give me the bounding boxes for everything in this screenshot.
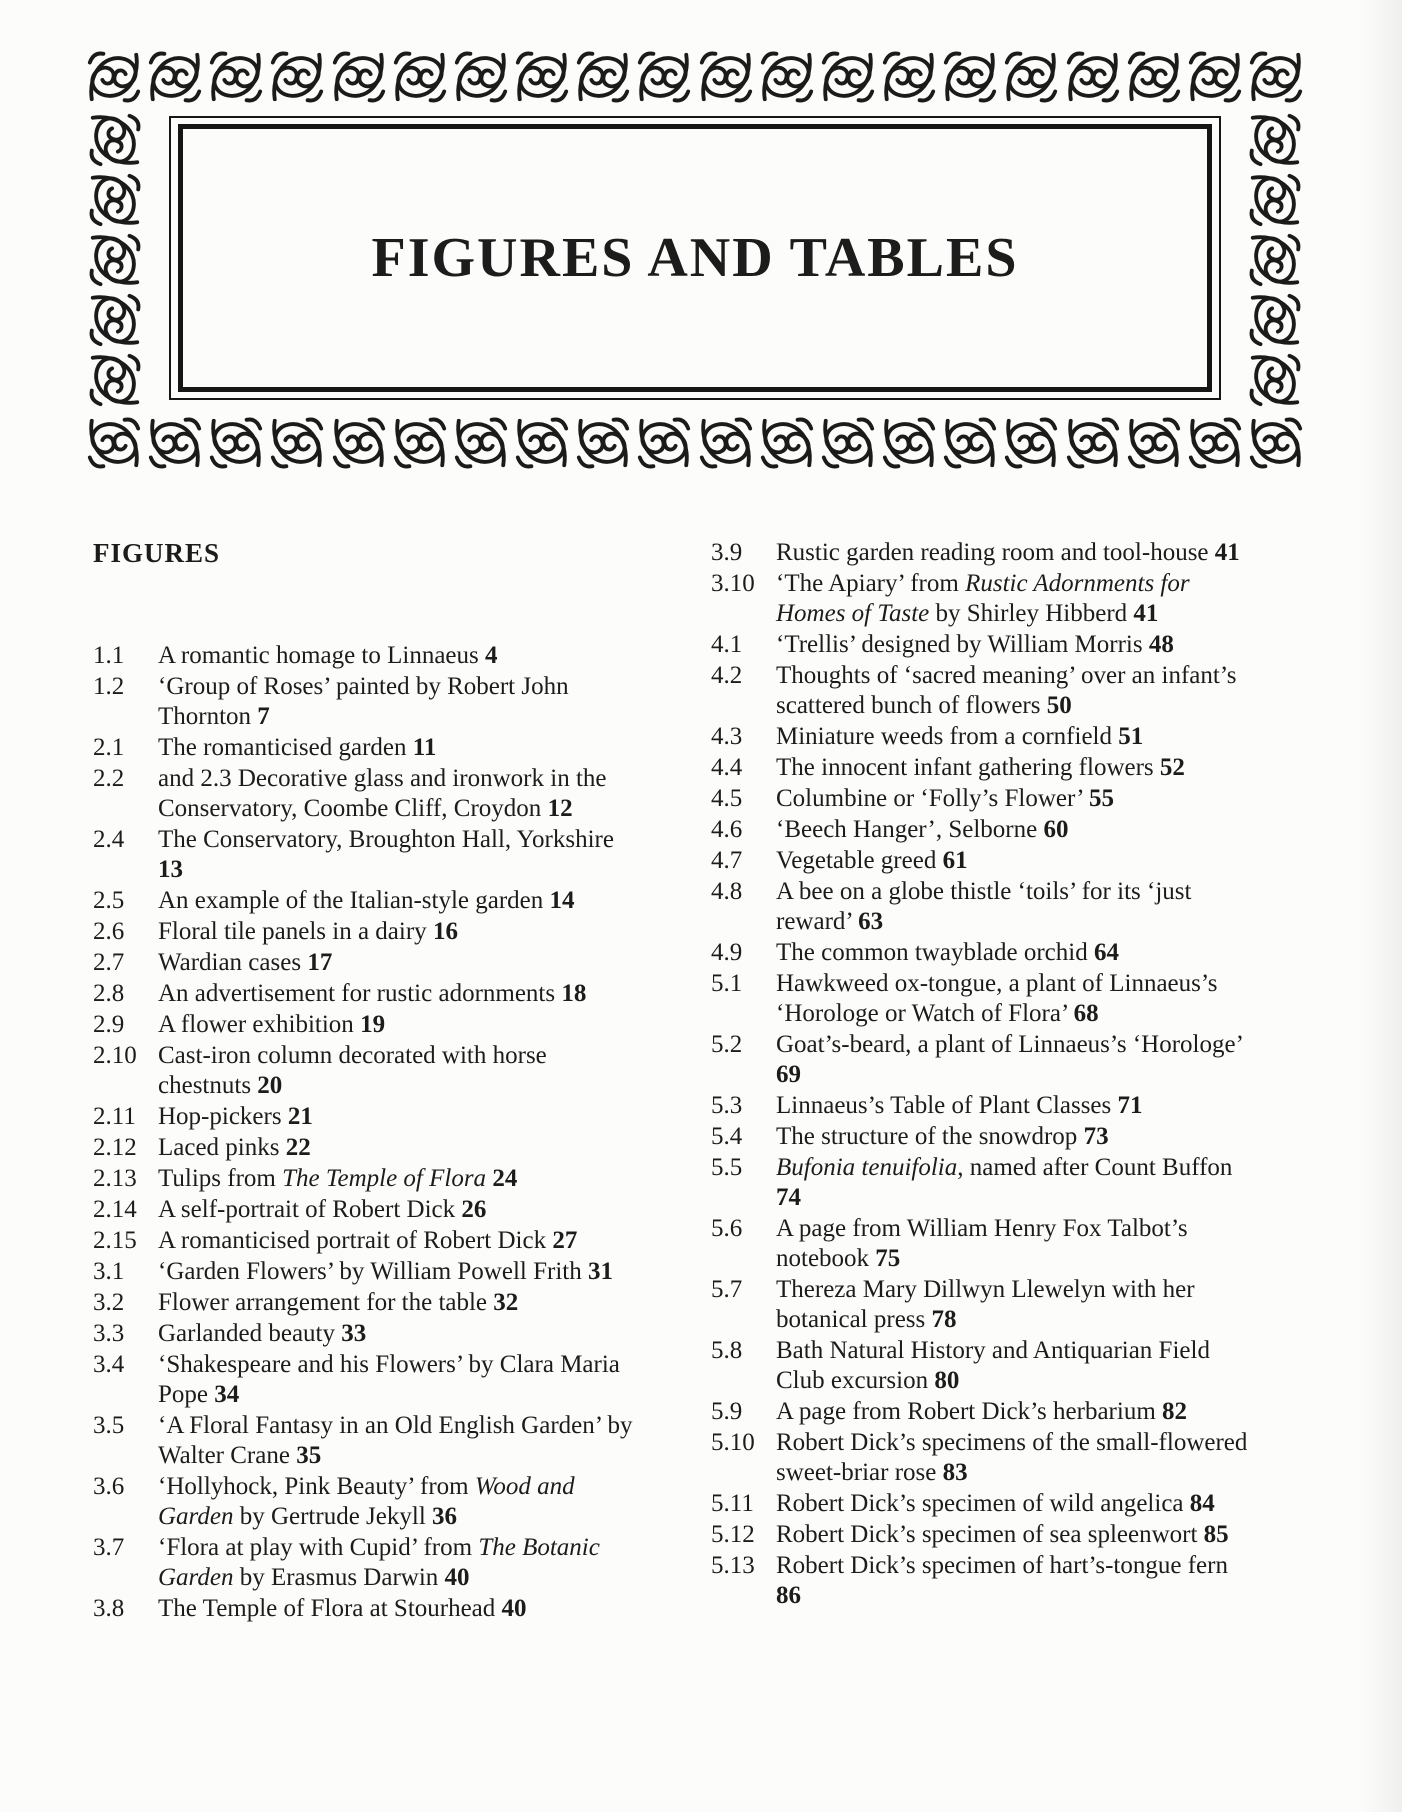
figure-entry (93, 1319, 640, 1349)
figure-number: 4.6 (711, 816, 743, 843)
figure-entry (93, 1411, 640, 1471)
figure-number: 4.2 (711, 662, 743, 689)
figure-page-number: 68 (1073, 1000, 1099, 1027)
figure-caption: Miniature weeds from a cornfield 51 (776, 723, 1144, 750)
figure-number: 5.6 (711, 1215, 743, 1242)
figure-page-number: 20 (257, 1072, 283, 1099)
figure-number: 5.12 (711, 1521, 755, 1548)
scroll-ornament-icon (1247, 48, 1305, 106)
figure-caption: ‘The Apiary’ from Rustic Adornments for Homes of Taste by Shirley Hibberd 41 (776, 570, 1190, 627)
figure-page-number: 83 (942, 1459, 968, 1486)
scroll-ornament-icon (1186, 414, 1244, 472)
scroll-ornament-icon (513, 48, 571, 106)
figure-entry (711, 1091, 1258, 1121)
figure-page-number: 32 (493, 1289, 519, 1316)
frame-middle (85, 110, 1305, 410)
scroll-ornament-icon (1246, 231, 1304, 289)
scroll-ornament-icon (1064, 48, 1122, 106)
figure-caption: Tulips from The Temple of Flora 24 (158, 1165, 518, 1192)
figure-page-number: 75 (875, 1245, 901, 1272)
figure-page-number: 31 (587, 1258, 613, 1285)
figure-number: 2.11 (93, 1103, 136, 1130)
figure-page-number: 64 (1093, 939, 1119, 966)
figure-caption: ‘Beech Hanger’, Selborne 60 (776, 816, 1069, 843)
ornamental-border-left (85, 110, 145, 410)
figure-caption: An example of the Italian-style garden 14 (158, 887, 575, 914)
figure-page-number: 48 (1148, 631, 1174, 658)
figure-caption: Columbine or ‘Folly’s Flower’ 55 (776, 785, 1114, 812)
figure-page-number: 16 (432, 918, 458, 945)
figure-caption: Thereza Mary Dillwyn Llewelyn with her botanical press 78 (776, 1276, 1195, 1333)
figure-caption: A bee on a globe thistle ‘toils’ for its ‘just reward’ 63 (776, 878, 1192, 935)
figure-number: 5.10 (711, 1429, 755, 1456)
figure-entry (93, 1164, 640, 1194)
figure-number: 5.2 (711, 1031, 743, 1058)
figure-entry (711, 1153, 1258, 1213)
scroll-ornament-icon (330, 48, 388, 106)
scroll-ornament-icon (330, 414, 388, 472)
figure-caption: Robert Dick’s specimens of the small-flowered sweet-briar rose 83 (776, 1429, 1248, 1486)
figure-entry (93, 1288, 640, 1318)
figure-page-number: 86 (776, 1582, 801, 1609)
figure-page-number: 35 (296, 1442, 322, 1469)
figure-number: 2.10 (93, 1042, 137, 1069)
figure-page-number: 69 (776, 1061, 801, 1088)
figure-entry (711, 1030, 1258, 1090)
scroll-ornament-icon (1246, 111, 1304, 169)
scroll-ornament-icon (1125, 414, 1183, 472)
figure-caption: A self-portrait of Robert Dick 26 (158, 1196, 487, 1223)
figure-number: 3.1 (93, 1258, 125, 1285)
ornamental-border-top (85, 46, 1305, 108)
figure-entry (711, 1428, 1258, 1488)
figure-entry (93, 917, 640, 947)
figure-page-number: 12 (547, 795, 573, 822)
figure-entry (711, 815, 1258, 845)
figure-caption: An advertisement for rustic adornments 18 (158, 980, 587, 1007)
figure-caption: A romantic homage to Linnaeus 4 (158, 642, 498, 669)
figure-caption: The Conservatory, Broughton Hall, Yorkshire 13 (158, 826, 614, 883)
figure-page-number: 27 (552, 1227, 578, 1254)
figure-page-number: 18 (561, 980, 587, 1007)
figure-caption: Rustic garden reading room and tool-house 41 (776, 539, 1240, 566)
scroll-ornament-icon (880, 48, 938, 106)
ornamental-frame (85, 46, 1305, 474)
figure-caption: Cast-iron column decorated with horse chestnuts 20 (158, 1042, 547, 1099)
figure-page-number: 24 (492, 1165, 518, 1192)
figure-entry (711, 569, 1258, 629)
figure-caption: A romanticised portrait of Robert Dick 27 (158, 1227, 578, 1254)
figure-number: 5.13 (711, 1552, 755, 1579)
figure-caption: Linnaeus’s Table of Plant Classes 71 (776, 1092, 1143, 1119)
figure-number: 5.9 (711, 1398, 743, 1425)
figure-number: 3.4 (93, 1351, 125, 1378)
figure-page-number: 63 (858, 908, 884, 935)
page-title: FIGURES AND TABLES (371, 227, 1019, 289)
figure-entry (711, 877, 1258, 937)
figure-number: 2.1 (93, 734, 125, 761)
figure-caption: The romanticised garden 11 (158, 734, 437, 761)
figure-entry (711, 1275, 1258, 1335)
figure-entry (93, 825, 640, 885)
figure-number: 4.1 (711, 631, 743, 658)
figure-number: 2.8 (93, 980, 125, 1007)
figures-heading: FIGURES (93, 538, 221, 568)
figure-caption: Garlanded beauty 33 (158, 1320, 367, 1347)
figure-number: 3.8 (93, 1595, 125, 1622)
figure-entry (711, 1489, 1258, 1519)
figure-entry (93, 979, 640, 1009)
ornamental-border-bottom (85, 412, 1305, 474)
scroll-ornament-icon (1246, 351, 1304, 409)
figure-caption: ‘A Floral Fantasy in an Old English Garden’ by Walter Crane 35 (158, 1412, 633, 1469)
figure-number: 4.5 (711, 785, 743, 812)
scroll-ornament-icon (268, 48, 326, 106)
scroll-ornament-icon (86, 111, 144, 169)
figure-entry (93, 1041, 640, 1101)
figure-page-number: 85 (1203, 1521, 1229, 1548)
figure-caption: Bufonia tenuifolia, named after Count Buffon 74 (776, 1154, 1233, 1211)
scroll-ornament-icon (86, 231, 144, 289)
figure-entry (93, 1472, 640, 1532)
scroll-ornament-icon (86, 351, 144, 409)
figure-number: 3.6 (93, 1473, 125, 1500)
figure-entry (93, 641, 640, 671)
scroll-ornament-icon (880, 414, 938, 472)
figure-caption: The Temple of Flora at Stourhead 40 (158, 1595, 527, 1622)
figure-entry (711, 1122, 1258, 1152)
figure-entry (711, 784, 1258, 814)
figure-number: 5.3 (711, 1092, 743, 1119)
figure-page-number: 41 (1133, 600, 1159, 627)
figure-caption: The common twayblade orchid 64 (776, 939, 1119, 966)
figure-page-number: 33 (341, 1320, 367, 1347)
figure-caption: and 2.3 Decorative glass and ironwork in the Conservatory, Coombe Cliff, Croydon 12 (158, 765, 607, 822)
scroll-ornament-icon (391, 48, 449, 106)
figure-entry (93, 1226, 640, 1256)
figure-caption: ‘Garden Flowers’ by William Powell Frith 31 (158, 1258, 613, 1285)
figure-page-number: 14 (549, 887, 575, 914)
figure-entry (93, 1350, 640, 1410)
figure-entry (711, 1214, 1258, 1274)
figure-entry (93, 1533, 640, 1593)
figure-caption: Thoughts of ‘sacred meaning’ over an infant’s scattered bunch of flowers 50 (776, 662, 1237, 719)
figure-page-number: 78 (931, 1306, 957, 1333)
scroll-ornament-icon (391, 414, 449, 472)
figure-caption: Bath Natural History and Antiquarian Field Club excursion 80 (776, 1337, 1210, 1394)
figure-page-number: 50 (1046, 692, 1072, 719)
figure-entry (711, 969, 1258, 1029)
scroll-ornament-icon (819, 414, 877, 472)
scroll-ornament-icon (1186, 48, 1244, 106)
scroll-ornament-icon (758, 414, 816, 472)
figure-entry (711, 538, 1258, 568)
scroll-ornament-icon (635, 414, 693, 472)
figure-entry (93, 1102, 640, 1132)
figure-entry (711, 1520, 1258, 1550)
scroll-ornament-icon (1246, 171, 1304, 229)
figure-entry (93, 1010, 640, 1040)
figure-caption: ‘Group of Roses’ painted by Robert John Thornton 7 (158, 673, 569, 730)
scroll-ornament-icon (758, 48, 816, 106)
figure-entry (93, 1133, 640, 1163)
figure-caption: A page from Robert Dick’s herbarium 82 (776, 1398, 1188, 1425)
figure-number: 3.5 (93, 1412, 125, 1439)
figure-page-number: 71 (1117, 1092, 1143, 1119)
figure-number: 2.12 (93, 1134, 137, 1161)
figure-page-number: 7 (257, 703, 270, 730)
scroll-ornament-icon (207, 414, 265, 472)
figure-page-number: 19 (360, 1011, 386, 1038)
figure-page-number: 60 (1043, 816, 1069, 843)
figure-number: 2.6 (93, 918, 125, 945)
figure-number: 3.7 (93, 1534, 125, 1561)
figure-caption: Laced pinks 22 (158, 1134, 311, 1161)
figures-list (93, 538, 1258, 1625)
figure-entry (93, 764, 640, 824)
figure-page-number: 55 (1088, 785, 1114, 812)
figure-page-number: 80 (934, 1367, 960, 1394)
figure-caption: Vegetable greed 61 (776, 847, 968, 874)
figure-entry (93, 1594, 640, 1624)
figure-page-number: 73 (1083, 1123, 1109, 1150)
figure-page-number: 13 (158, 856, 183, 883)
figure-page-number: 74 (776, 1184, 801, 1211)
figure-page-number: 52 (1159, 754, 1185, 781)
figure-number: 4.3 (711, 723, 743, 750)
title-box (169, 116, 1221, 400)
figure-caption: Hawkweed ox-tongue, a plant of Linnaeus’s ‘Horologe or Watch of Flora’ 68 (776, 970, 1218, 1027)
figure-entry (93, 948, 640, 978)
figure-number: 5.11 (711, 1490, 754, 1517)
scroll-ornament-icon (452, 48, 510, 106)
scroll-ornament-icon (1247, 414, 1305, 472)
figure-page-number: 51 (1118, 723, 1144, 750)
figure-number: 2.9 (93, 1011, 125, 1038)
figure-page-number: 34 (214, 1381, 240, 1408)
figure-caption: The innocent infant gathering flowers 52 (776, 754, 1185, 781)
figure-caption: Wardian cases 17 (158, 949, 333, 976)
figure-number: 5.8 (711, 1337, 743, 1364)
figure-number: 4.7 (711, 847, 743, 874)
figure-number: 2.15 (93, 1227, 137, 1254)
figure-entry (93, 886, 640, 916)
scroll-ornament-icon (513, 414, 571, 472)
figure-caption: The structure of the snowdrop 73 (776, 1123, 1109, 1150)
scroll-ornament-icon (1246, 291, 1304, 349)
figure-number: 1.1 (93, 642, 125, 669)
figure-caption: Robert Dick’s specimen of wild angelica 84 (776, 1490, 1215, 1517)
figure-number: 1.2 (93, 673, 125, 700)
figure-number: 5.4 (711, 1123, 743, 1150)
scroll-ornament-icon (574, 48, 632, 106)
scroll-ornament-icon (1064, 414, 1122, 472)
figure-entry (711, 1551, 1258, 1611)
figure-entry (711, 846, 1258, 876)
scroll-ornament-icon (86, 171, 144, 229)
figure-page-number: 41 (1214, 539, 1240, 566)
figure-number: 2.2 (93, 765, 125, 792)
figure-caption: Goat’s-beard, a plant of Linnaeus’s ‘Horologe’ 69 (776, 1031, 1243, 1088)
figure-entry (711, 753, 1258, 783)
figure-number: 2.13 (93, 1165, 137, 1192)
scroll-ornament-icon (574, 414, 632, 472)
scroll-ornament-icon (85, 48, 143, 106)
figure-page-number: 82 (1162, 1398, 1188, 1425)
figure-caption: ‘Shakespeare and his Flowers’ by Clara Maria Pope 34 (158, 1351, 620, 1408)
figure-entry (711, 1397, 1258, 1427)
figure-number: 2.4 (93, 826, 125, 853)
figure-entry (93, 672, 640, 732)
figure-entry (93, 733, 640, 763)
figure-page-number: 26 (461, 1196, 487, 1223)
scroll-ornament-icon (819, 48, 877, 106)
figure-number: 5.5 (711, 1154, 743, 1181)
figure-caption: Hop-pickers 21 (158, 1103, 313, 1130)
figure-number: 5.7 (711, 1276, 743, 1303)
scroll-ornament-icon (941, 414, 999, 472)
figure-number: 2.14 (93, 1196, 137, 1223)
figure-caption: Floral tile panels in a dairy 16 (158, 918, 458, 945)
figure-number: 3.10 (711, 570, 755, 597)
figures-entries-left (93, 641, 640, 1624)
scroll-ornament-icon (697, 48, 755, 106)
figure-page-number: 4 (485, 642, 498, 669)
figure-page-number: 17 (307, 949, 333, 976)
figure-entry (93, 1257, 640, 1287)
scroll-ornament-icon (207, 48, 265, 106)
scroll-ornament-icon (697, 414, 755, 472)
figure-page-number: 40 (444, 1564, 470, 1591)
figure-number: 3.2 (93, 1289, 125, 1316)
figure-page-number: 22 (285, 1134, 311, 1161)
figure-page-number: 36 (432, 1503, 458, 1530)
figure-number: 2.5 (93, 887, 125, 914)
figure-entry (711, 722, 1258, 752)
figure-caption: Robert Dick’s specimen of sea spleenwort 85 (776, 1521, 1229, 1548)
figure-number: 5.1 (711, 970, 743, 997)
scroll-ornament-icon (146, 48, 204, 106)
scroll-ornament-icon (1002, 48, 1060, 106)
scroll-ornament-icon (635, 48, 693, 106)
figures-entries-right (711, 538, 1258, 1611)
scroll-ornament-icon (146, 414, 204, 472)
figure-page-number: 40 (501, 1595, 527, 1622)
figure-entry (711, 661, 1258, 721)
figure-number: 4.4 (711, 754, 743, 781)
figure-number: 3.3 (93, 1320, 125, 1347)
figure-caption: A page from William Henry Fox Talbot’s notebook 75 (776, 1215, 1188, 1272)
figures-column-left (93, 538, 640, 1625)
figure-entry (93, 1195, 640, 1225)
scroll-ornament-icon (1002, 414, 1060, 472)
scroll-ornament-icon (1125, 48, 1183, 106)
figure-page-number: 84 (1189, 1490, 1215, 1517)
figure-number: 4.9 (711, 939, 743, 966)
scroll-ornament-icon (268, 414, 326, 472)
figure-number: 3.9 (711, 539, 743, 566)
figure-caption: ‘Trellis’ designed by William Morris 48 (776, 631, 1174, 658)
figure-entry (711, 938, 1258, 968)
title-box-inner-rule (178, 124, 1212, 392)
scroll-ornament-icon (86, 291, 144, 349)
figure-caption: Flower arrangement for the table 32 (158, 1289, 519, 1316)
figure-page-number: 11 (412, 734, 437, 761)
figure-number: 2.7 (93, 949, 125, 976)
figure-number: 4.8 (711, 878, 743, 905)
figure-page-number: 61 (942, 847, 968, 874)
figures-column-right (711, 538, 1258, 1625)
figure-caption: ‘Flora at play with Cupid’ from The Botanic Garden by Erasmus Darwin 40 (158, 1534, 600, 1591)
figure-entry (711, 630, 1258, 660)
figure-caption: A flower exhibition 19 (158, 1011, 386, 1038)
scroll-ornament-icon (941, 48, 999, 106)
figure-caption: ‘Hollyhock, Pink Beauty’ from Wood and Garden by Gertrude Jekyll 36 (158, 1473, 575, 1530)
figure-page-number: 21 (287, 1103, 313, 1130)
scroll-ornament-icon (85, 414, 143, 472)
figure-caption: Robert Dick’s specimen of hart’s-tongue fern 86 (776, 1552, 1228, 1609)
figure-entry (711, 1336, 1258, 1396)
ornamental-border-right (1245, 110, 1305, 410)
scroll-ornament-icon (452, 414, 510, 472)
